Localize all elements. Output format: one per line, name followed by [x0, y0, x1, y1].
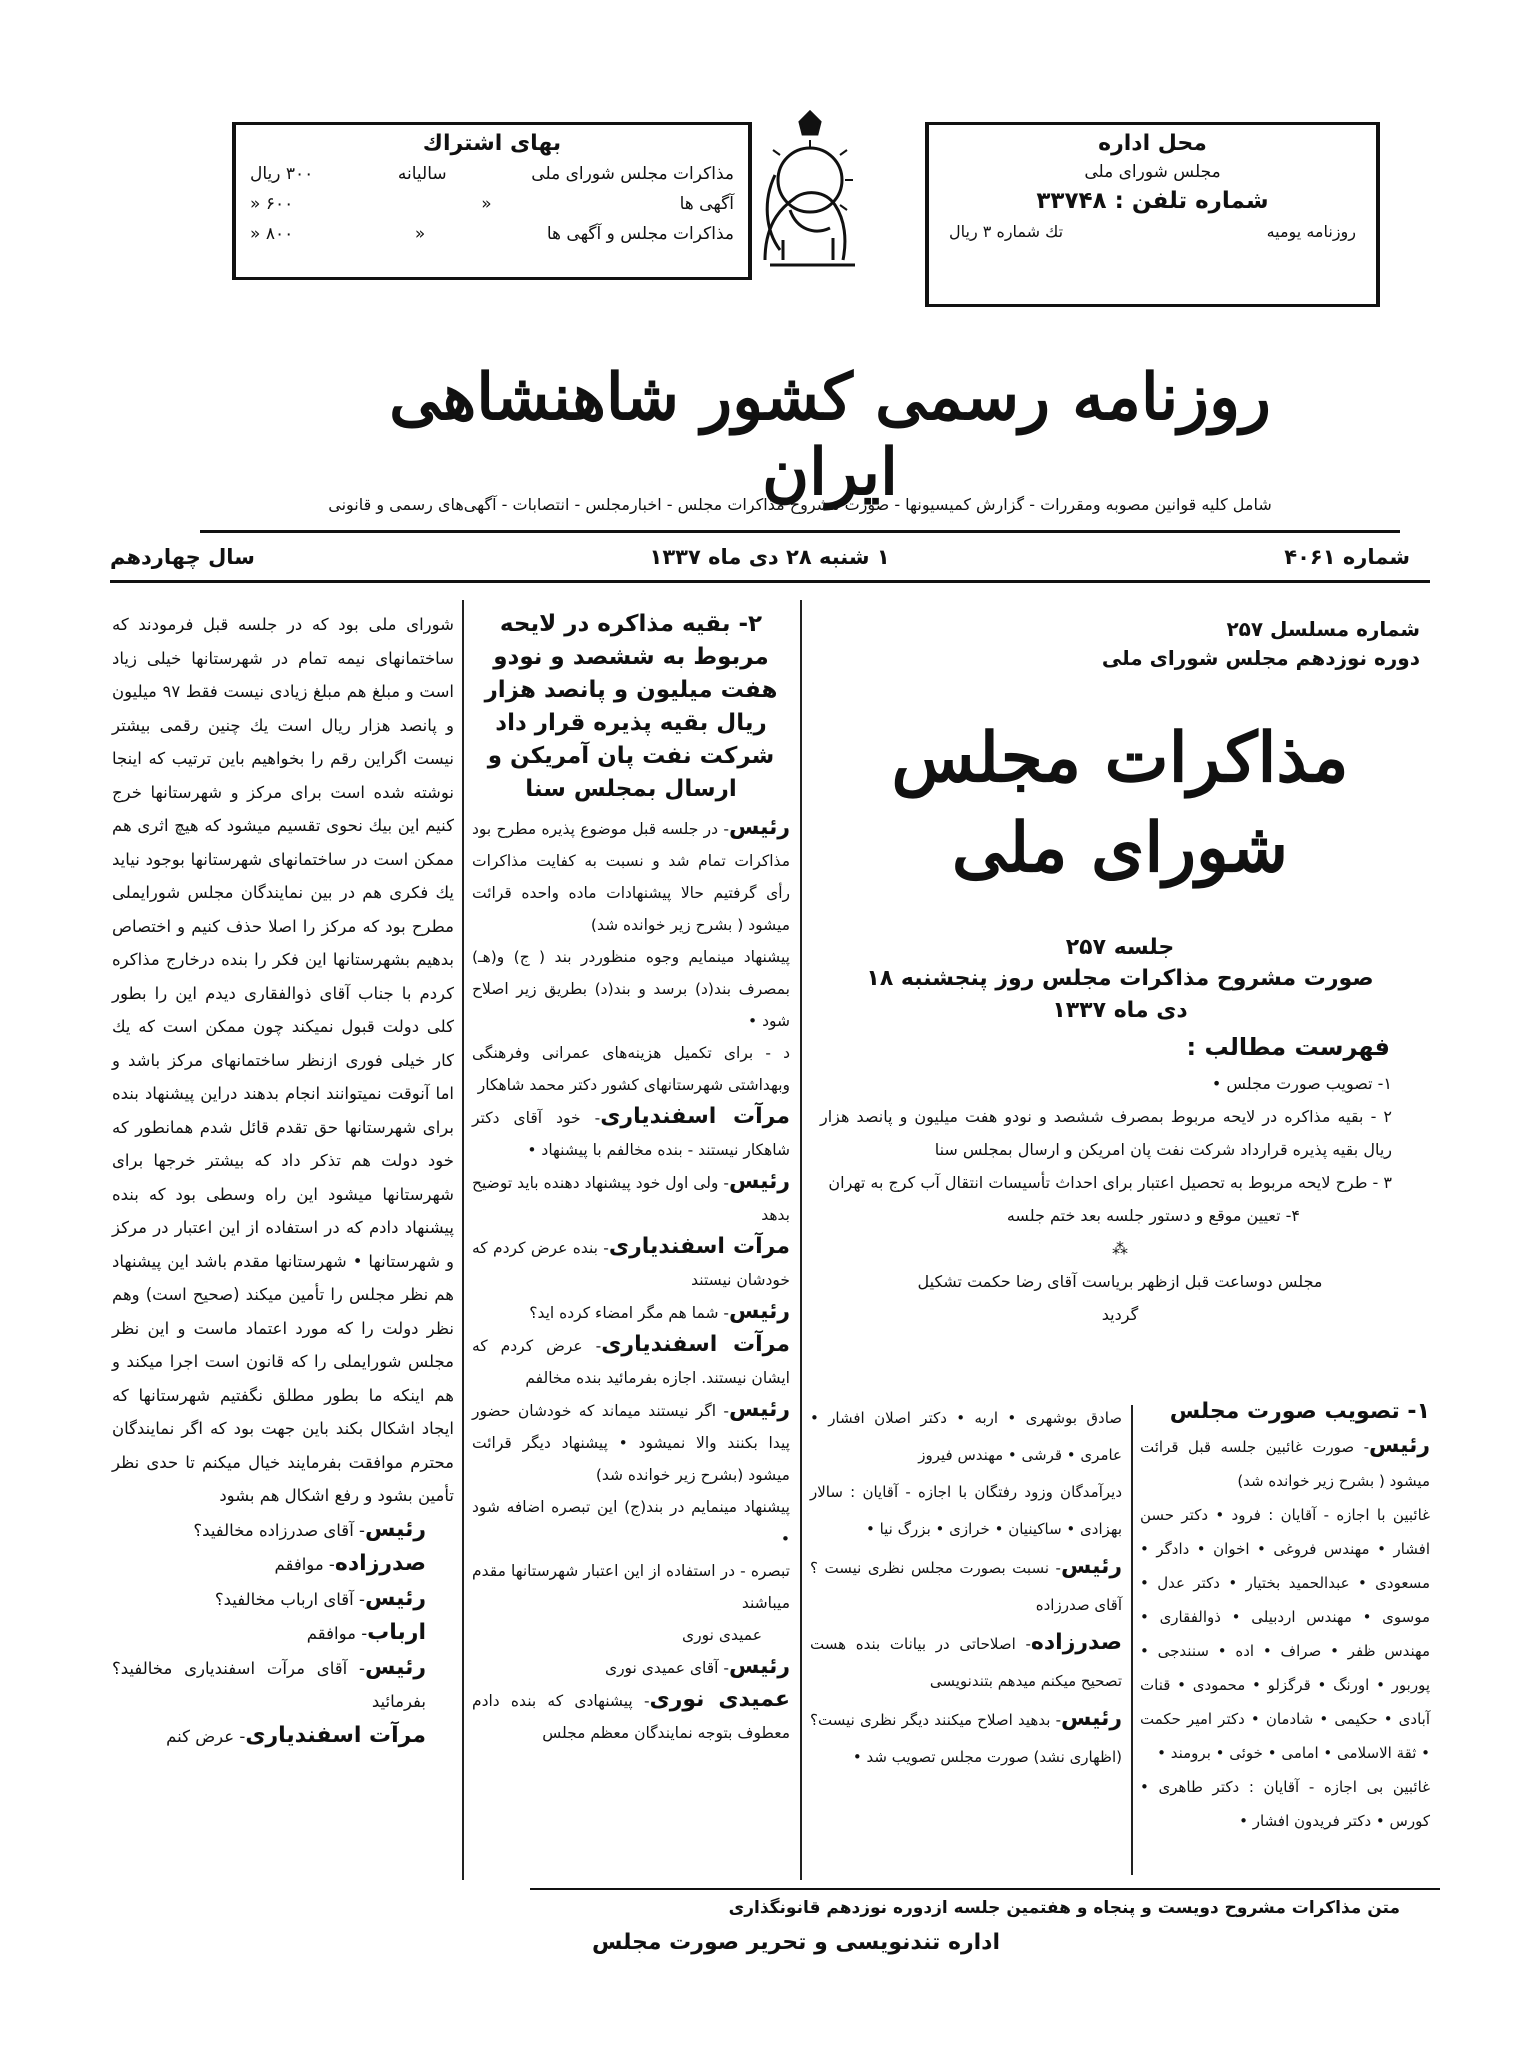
subscription-row: آگهی ها « ۶۰۰ « — [250, 194, 734, 214]
paragraph: رئیس- در جلسه قبل موضوع پذیره مطرح بود مذاکرات تمام شد و نسبت به کفایت مذاکرات رأی گرفتیم حالا پیشنهادات ماده واحده قرائت میشود ( بشرح زیر خوانده شد) — [472, 815, 790, 934]
right-column-header — [820, 615, 1420, 1331]
paragraph: رئیس- صورت غائبین جلسه قبل قرائت میشود ( بشرح زیر خوانده شد) — [1140, 1433, 1430, 1490]
paragraph: مرآت اسفندیاری- خود آقای دکتر شاهکار نیستند - بنده مخالفم با پیشنهاد • — [472, 1104, 790, 1159]
subscription-title: بهای اشتراك — [422, 131, 562, 156]
meeting-number: جلسه ۲۵۷ — [1065, 935, 1175, 960]
paragraph: د - برای تکمیل هزینه‌های عمرانی وفرهنگی وبهداشتی شهرستانهای کشور دکتر محمد شاهکار — [472, 1044, 790, 1094]
paragraph: تبصره - در استفاده از این اعتبار شهرستانها مقدم میباشند — [472, 1562, 790, 1612]
office-location: مجلس شورای ملی — [1084, 162, 1221, 182]
paragraph: رئیس- آقای عمیدی نوری — [604, 1654, 790, 1679]
paragraph: رئیس- آقای صدرزاده مخالفید؟ — [193, 1516, 426, 1542]
paragraph: دیرآمدگان وزود رفتگان با اجازه - آقایان : سالار بهزادی • ساکینیان • خرازی • بزرگ نیا • — [810, 1483, 1122, 1538]
meeting-desc: صورت مشروح مذاکرات مجلس روز پنجشنبه ۱۸ — [866, 966, 1374, 991]
meeting-date: دی ماه ۱۳۳۷ — [1052, 998, 1188, 1023]
paragraph: مرآت اسفندیاری- عرض کنم — [166, 1722, 426, 1748]
office-title: محل اداره — [1098, 131, 1207, 156]
paragraph: پیشنهاد مینمایم در بند(ج) این تبصره اضافه شود • — [472, 1498, 790, 1548]
single-issue-price: تك شماره ۳ ریال — [949, 222, 1064, 241]
toc-item: ۲ - بقیه مذاکره در لایحه مربوط بمصرف ششصد و نودو هفت میلیون و پانصد هزار ریال بقیه پذیره قرارداد شرکت نفت پان امریکن و ارسال بمجلس سنا — [820, 1107, 1392, 1159]
paragraph: رئیس- آقای ارباب مخالفید؟ — [214, 1585, 426, 1611]
paragraph: شورای ملی بود که در جلسه قبل فرمودند که ساختمانهای نیمه تمام در شهرستانها خیلی زیاد است و مبلغ هم مبلغ زیادی نیست فقط ۹۷ میلیون و پانصد هزار ریال است یك چنین رقمی بیشتر نیست اگراین رقم را بخواهیم باین ترتیب که اینجا نوشته شده است برای مرکز و شهرستانها خرج کنیم این بیك نحوی تقسیم میشود که هیچ اثری هم ممکن است در ساختمانهای شهرستانها بوجود نیاید یك فکری هم در بین نمایندگان مجلس شورایملی مطرح بود که مرکز را اصلا حذف کنیم و اختصاص بدهیم بشهرستانها این فکر را بنده درخارج مذاکره کردم با جناب آقای ذوالفقاری دیدم این را بطور کلی دولت قبول نمیکند چون ممکن است که یك کار خیلی فوری ازنظر ساختمانهای مرکز باشد و اما آنوقت نمیتوانند انجام بدهند دراین پیشنهاد بنده برای شهرستانها حق تقدم قائل شدم همانطور که خود دولت هم تذکر داد که بیشتر خرجها برای شهرستانها میشود این راه وسطی بود که بنده پیشنهاد دادم که در استفاده از این اعتبار در مرکز و شهرستانها • شهرستانها مقدم باشد این پیشنهاد هم نظر مجلس را تأمین میکند (صحیح است) وهم نظر دولت را که مورد اعتماد ماست و این نظر مجلس شورایملی را که قانون است اجرا میکند و هم اینکه ما بطور مطلق نگفتیم شهرستانها که ایجاد اشکال بکند باین جهت بود که اگر نمایندگان محترم موافقت بفرمایند خیال میکنم تا حدی نظر تأمین بشود و رفع اشکال هم بشود — [112, 615, 454, 1505]
paragraph: رئیس- آقای مرآت اسفندیاری مخالفید؟ بفرمائید — [112, 1654, 426, 1711]
section1-column — [1140, 1395, 1430, 1838]
paragraph: صدرزاده- موافقم — [274, 1551, 426, 1576]
office-phone: شماره تلفن : ۳۳۷۴۸ — [1036, 188, 1269, 214]
session-period: دوره نوزدهم مجلس شورای ملی — [1101, 646, 1420, 670]
masthead: روزنامه رسمی کشور شاهنشاهی ایران — [389, 360, 1271, 510]
section2-heading: ۲- بقیه مذاکره در لایحه مربوط به ششصد و نودو هفت میلیون و پانصد هزار ریال بقیه پذیره قرار داد شرکت نفت پان آمریکن و ارسال بمجلس سنا — [484, 611, 778, 802]
section1-continued — [810, 1400, 1122, 1776]
year-label: سال چهاردهم — [110, 545, 255, 569]
daily-label: روزنامه یومیه — [1266, 222, 1356, 241]
section1-heading: ۱- تصویب صورت مجلس — [1169, 1399, 1430, 1424]
proceedings-title: مذاکرات مجلس شورای ملی — [891, 718, 1349, 888]
signature: عمیدی نوری — [681, 1626, 762, 1644]
issue-number: شماره ۴۰۶۱ — [1284, 545, 1410, 569]
dateline — [110, 545, 1410, 569]
paragraph: مرآت اسفندیاری- بنده عرض کردم که خودشان نیستند — [472, 1234, 790, 1289]
toc-item: ۱- تصویب صورت مجلس • — [1211, 1074, 1392, 1093]
paragraph: غائبین بی اجازه - آقایان : دکتر طاهری • کورس • دکتر فریدون افشار • — [1140, 1778, 1430, 1830]
paragraph: رئیس- شما هم مگر امضاء کرده اید؟ — [529, 1299, 790, 1324]
middle-column — [472, 608, 790, 1749]
paragraph: مرآت اسفندیاری- عرض کردم که ایشان نیستند. اجازه بفرمائید بنده مخالفم — [472, 1332, 790, 1387]
serial-number: شماره مسلسل ۲۵۷ — [1226, 617, 1420, 641]
paragraph: صادق بوشهری • اربه • دکتر اصلان افشار • عامری • قرشی • مهندس فیروز — [810, 1409, 1122, 1464]
toc-item: ۳ - طرح لایحه مربوط به تحصیل اعتبار برای احداث تأسیسات انتقال آب کرج به تهران — [828, 1173, 1392, 1192]
toc-item: ۴- تعیین موقع و دستور جلسه بعد ختم جلسه — [1006, 1206, 1300, 1225]
subscription-row: مذاکرات مجلس شورای ملی سالیانه ۳۰۰ ریال — [250, 164, 734, 184]
subscription-row: مذاکرات مجلس و آگهی ها « ۸۰۰ « — [250, 224, 734, 244]
footer-office: اداره تندنویسی و تحریر صورت مجلس — [591, 1930, 1000, 1955]
opening-statement: مجلس دوساعت قبل ازظهر بریاست آقای رضا حکمت تشکیل گردید — [917, 1272, 1323, 1324]
paragraph: پیشنهاد مینمایم وجوه منظوردر بند ( ج) و(هـ) بمصرف بند(د) برسد و بند(د) بطریق زیر اصلاح شود • — [472, 948, 790, 1030]
paragraph: ارباب- موافقم — [306, 1620, 426, 1645]
lion-and-sun-icon — [735, 110, 885, 280]
paragraph: رئیس- نسبت بصورت مجلس نظری نیست ؟ آقای صدرزاده — [810, 1554, 1122, 1614]
toc-title: فهرست مطالب : — [1186, 1033, 1390, 1061]
lion-and-sun-emblem — [735, 110, 885, 280]
paragraph: عمیدی نوری- پیشنهادی که بنده دادم معطوف بتوجه نمایندگان معظم مجلس — [472, 1687, 790, 1742]
subtitle: شامل کلیه قوانین مصوبه ومقررات - گزارش کمیسیونها - صورت مشروح مذاکرات مجلس - اخبارمجلس - انتصابات - آگهی‌های رسمی و قانونی — [328, 495, 1272, 514]
paragraph: رئیس- بدهید اصلاح میکنند دیگر نظری نیست؟ (اظهاری نشد) صورت مجلس تصویب شد • — [810, 1706, 1122, 1766]
footer-note: متن مذاکرات مشروح دویست و پنجاه و هفتمین جلسه ازدوره نوزدهم قانونگذاری — [728, 1898, 1400, 1918]
stars-divider: ⁂ — [1112, 1239, 1128, 1258]
subscription-box — [232, 122, 752, 280]
paragraph: غائبین با اجازه - آقایان : فرود • دکتر حسن افشار • مهندس فروغی • اخوان • دادگر • مسعودی • عبدالحمید بختیار • دکتر عدل • موسوی • مهندس اردبیلی • ذوالفقاری • مهندس ظفر • صراف • اده • سنندجی • پوربور • اورنگ • قرگزلو • محمودی • قنات آبادی • حکیمی • شادمان • دکتر امیر حکمت • ثقة الاسلامی • امامی • خوئی • برومند • — [1140, 1506, 1430, 1762]
issue-date: ۱ شنبه ۲۸ دی ماه ۱۳۳۷ — [649, 545, 890, 569]
paragraph: رئیس- اگر نیستند میماند که خودشان حضور پیدا بکنند والا نمیشود • پیشنهاد دیگر قرائت میشود (بشرح زیر خوانده شد) — [472, 1397, 790, 1484]
paragraph: رئیس- ولی اول خود پیشنهاد دهنده باید توضیح بدهد — [472, 1169, 790, 1224]
left-column — [112, 608, 454, 1753]
paragraph: صدرزاده- اصلاحاتی در بیانات بنده هست تصحیح میکنم میدهم بتندنویسی — [810, 1630, 1122, 1690]
office-box — [925, 122, 1380, 307]
